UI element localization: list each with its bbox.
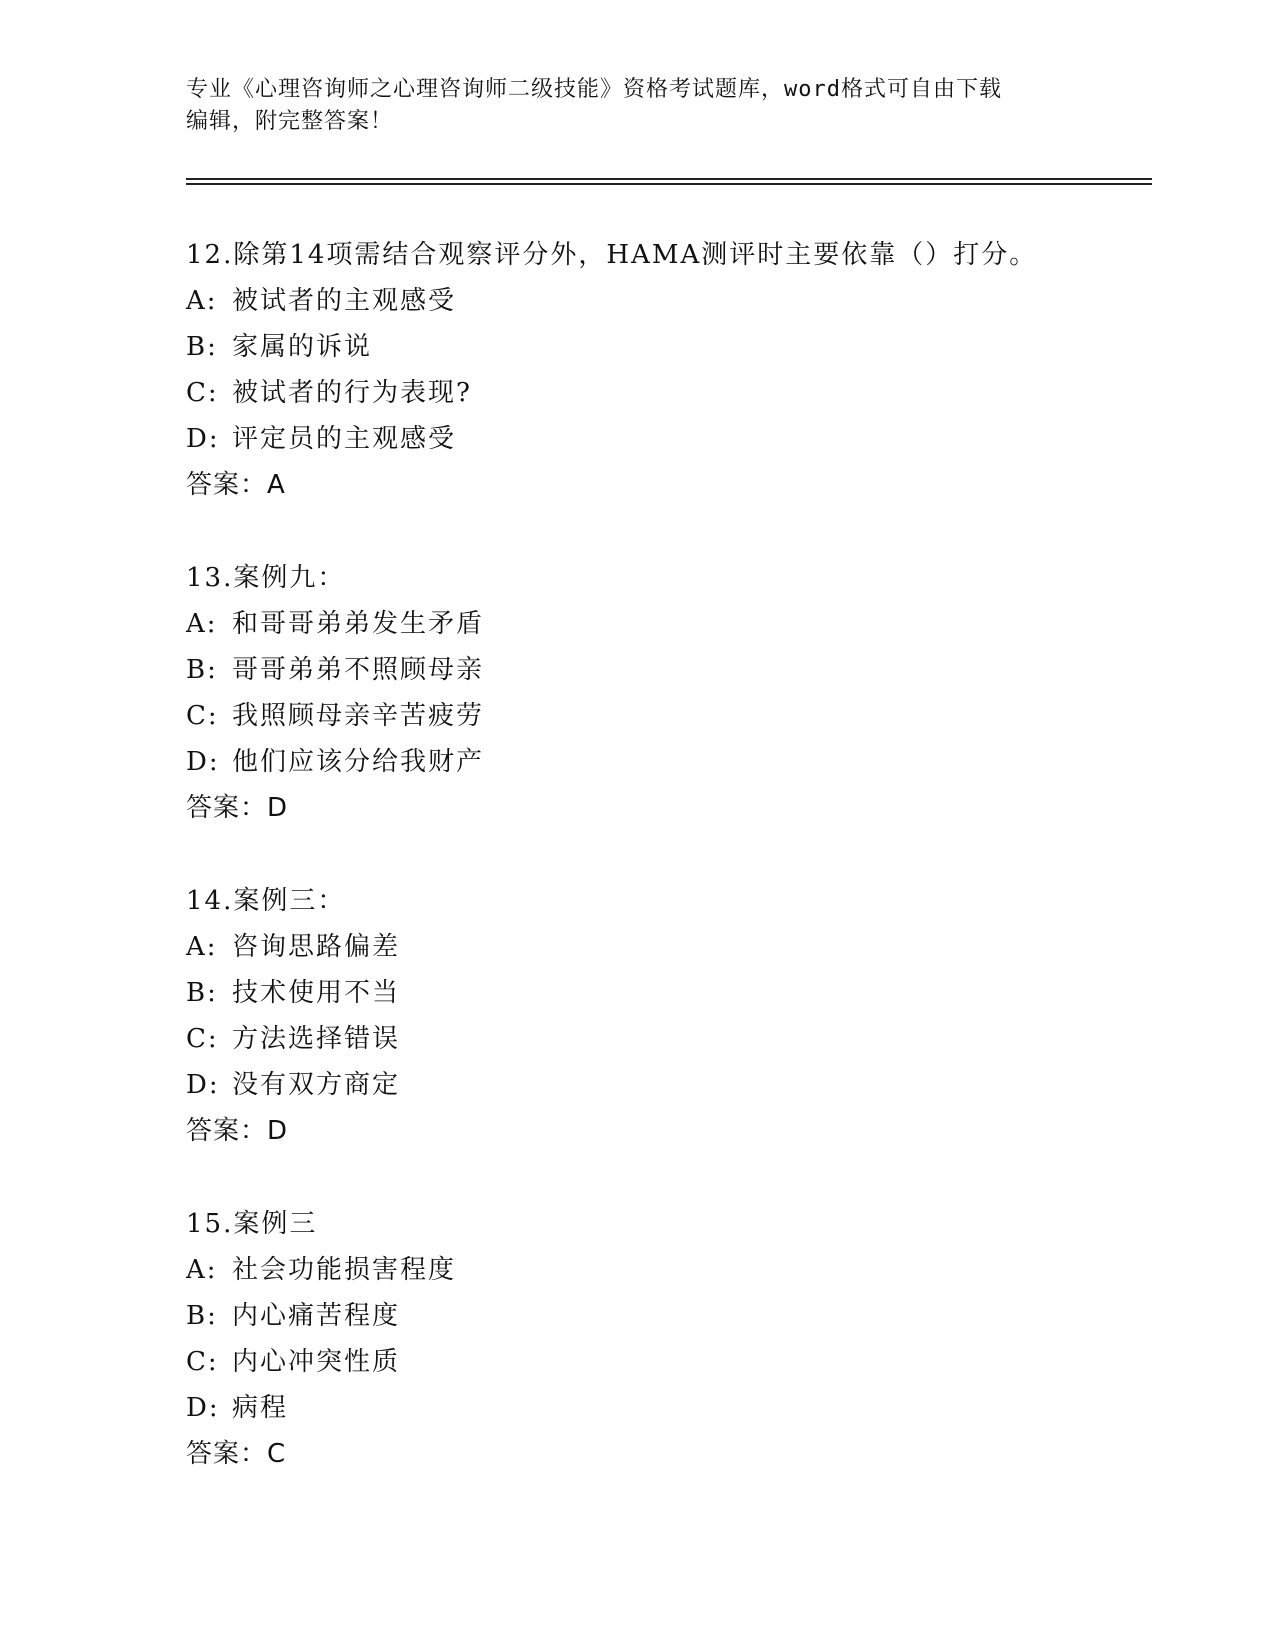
option-a	[186, 601, 1146, 647]
question-stem: 12.除第14项需结合观察评分外，HAMA测评时主要依靠（）打分。	[186, 240, 1038, 270]
option-key: B:	[186, 978, 218, 1008]
option-c	[186, 370, 1146, 416]
option-text: 哥哥弟弟不照顾母亲	[232, 655, 485, 685]
option-a	[186, 1247, 1146, 1293]
option-key: B:	[186, 655, 218, 685]
option-text: 和哥哥弟弟发生矛盾	[232, 609, 485, 639]
option-key: A:	[186, 932, 218, 962]
question-14	[186, 878, 1146, 1154]
question-stem: 14.案例三：	[186, 886, 346, 916]
option-key: B:	[186, 1301, 218, 1331]
question-13	[186, 555, 1146, 831]
header-divider-bottom	[186, 183, 1152, 185]
answer-label: 答案：D	[186, 793, 289, 823]
option-c	[186, 693, 1146, 739]
option-key: C:	[186, 1347, 219, 1377]
question-stem: 15.案例三	[186, 1209, 318, 1239]
option-key: B:	[186, 332, 218, 362]
option-text: 他们应该分给我财产	[232, 747, 485, 777]
answer-label: 答案：C	[186, 1439, 287, 1469]
option-text: 咨询思路偏差	[232, 932, 401, 962]
option-key: D:	[186, 1393, 220, 1423]
question-12	[186, 232, 1146, 508]
document-header	[186, 74, 1066, 138]
answer-label: 答案：A	[186, 470, 286, 500]
option-key: D:	[186, 747, 220, 777]
option-d	[186, 416, 1146, 462]
answer-label: 答案：D	[186, 1116, 289, 1146]
option-b	[186, 324, 1146, 370]
option-d	[186, 1385, 1146, 1431]
option-b	[186, 970, 1146, 1016]
option-d	[186, 739, 1146, 785]
option-text: 内心痛苦程度	[232, 1301, 401, 1331]
option-b	[186, 647, 1146, 693]
option-key: A:	[186, 609, 218, 639]
header-divider-top	[186, 178, 1152, 180]
option-text: 社会功能损害程度	[232, 1255, 457, 1285]
option-d	[186, 1062, 1146, 1108]
option-key: C:	[186, 701, 219, 731]
option-text: 我照顾母亲辛苦疲劳	[232, 701, 485, 731]
option-text: 评定员的主观感受	[232, 424, 457, 454]
option-b	[186, 1293, 1146, 1339]
question-stem: 13.案例九：	[186, 563, 346, 593]
option-key: A:	[186, 1255, 218, 1285]
option-c	[186, 1016, 1146, 1062]
option-text: 被试者的主观感受	[232, 286, 457, 316]
option-a	[186, 924, 1146, 970]
option-text: 方法选择错误	[232, 1024, 401, 1054]
option-text: 病程	[232, 1393, 289, 1423]
question-list	[186, 232, 1146, 1524]
option-key: D:	[186, 1070, 220, 1100]
header-line-2: 编辑，附完整答案！	[186, 109, 394, 134]
option-text: 家属的诉说	[232, 332, 373, 362]
option-key: C:	[186, 1024, 219, 1054]
option-key: C:	[186, 378, 219, 408]
question-15	[186, 1201, 1146, 1477]
option-a	[186, 278, 1146, 324]
option-text: 内心冲突性质	[232, 1347, 401, 1377]
option-key: A:	[186, 286, 218, 316]
option-text: 被试者的行为表现?	[232, 378, 472, 408]
option-key: D:	[186, 424, 220, 454]
header-line-1: 专业《心理咨询师之心理咨询师二级技能》资格考试题库，word格式可自由下载	[186, 77, 1002, 102]
option-text: 技术使用不当	[232, 978, 401, 1008]
option-c	[186, 1339, 1146, 1385]
option-text: 没有双方商定	[232, 1070, 401, 1100]
